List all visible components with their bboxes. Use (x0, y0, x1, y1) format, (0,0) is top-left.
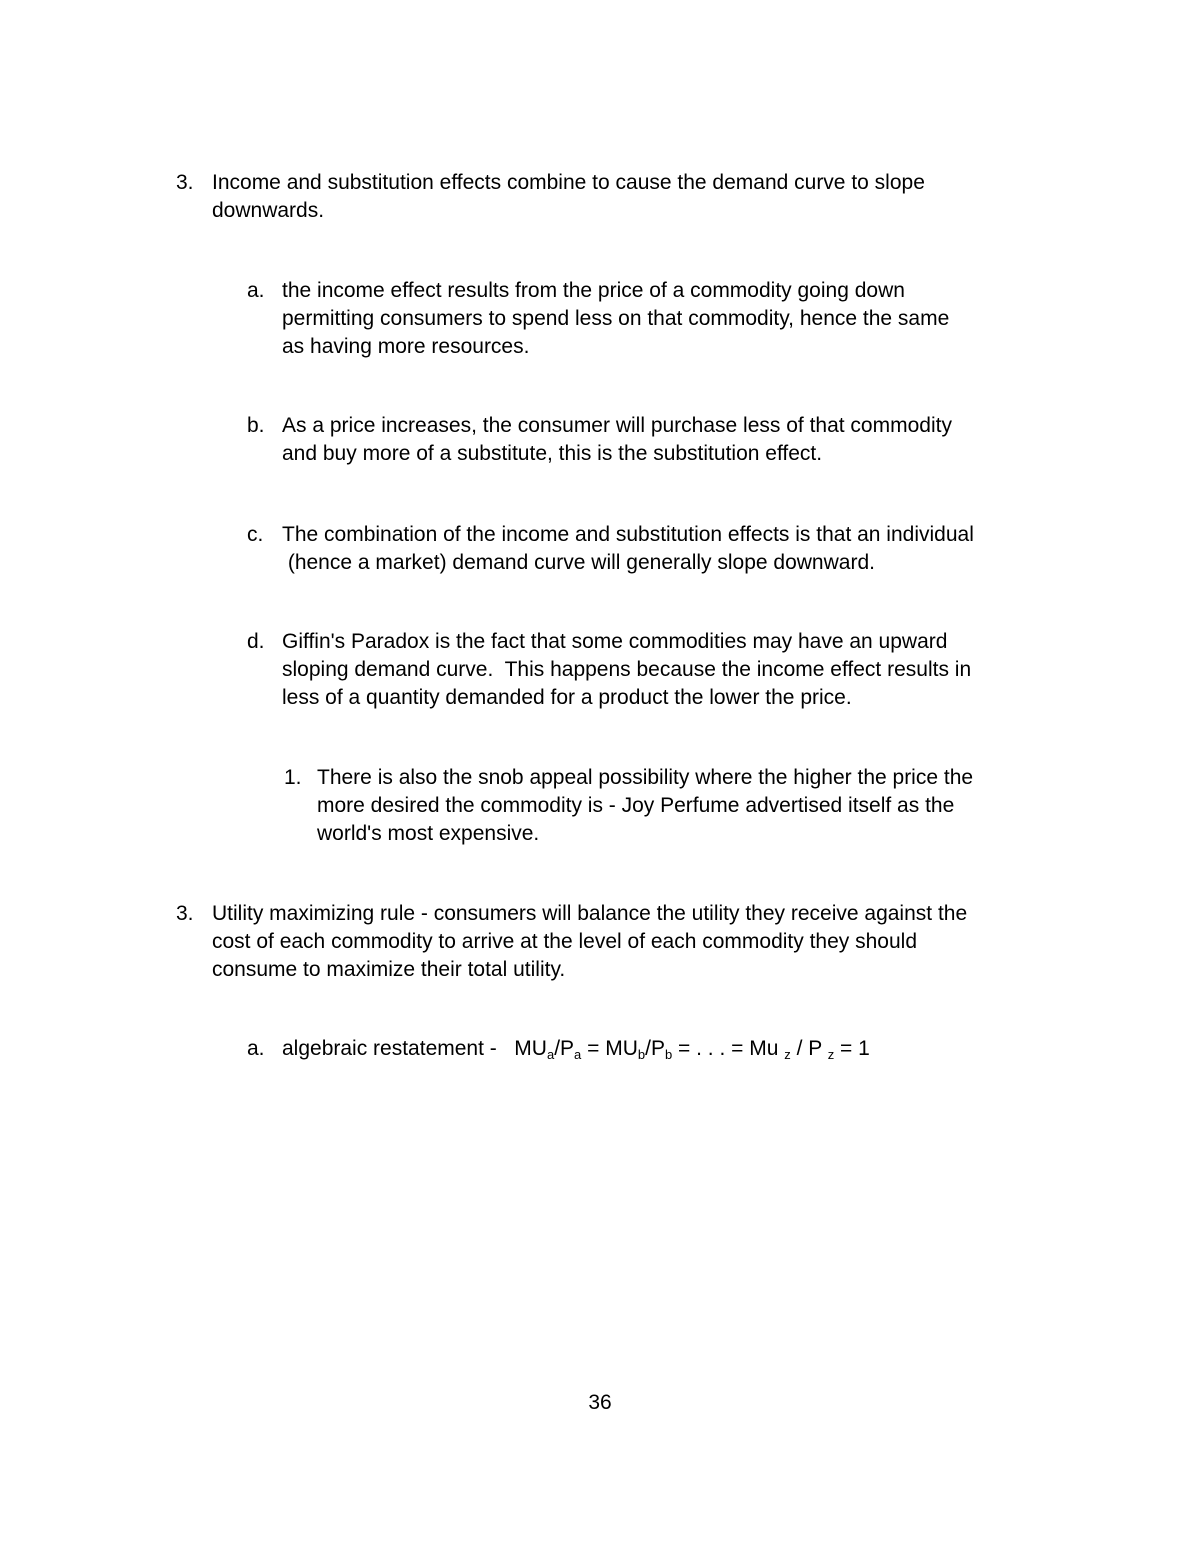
subscript-z: z (784, 1047, 791, 1062)
formula-tail: = 1 (834, 1037, 870, 1060)
text-line: and buy more of a substitute, this is the substitution effect. (282, 442, 823, 465)
formula-equals: = (581, 1037, 606, 1060)
text-line: Utility maximizing rule - consumers will balance the utility they receive against the (212, 902, 968, 925)
subscript-b: b (664, 1047, 673, 1062)
subscript-z: z (827, 1047, 835, 1062)
formula-mu-a: MU (514, 1037, 547, 1060)
text-line: cost of each commodity to arrive at the level of each commodity they should (212, 930, 918, 953)
text-line: as having more resources. (282, 335, 530, 358)
text-line: less of a quantity demanded for a product the lower the price. (282, 686, 852, 709)
text-line: The combination of the income and substitution effects is that an individual (282, 523, 974, 546)
list-item-3-utility-maximizing-rule (176, 900, 967, 984)
list-item-3-income-substitution (176, 169, 925, 225)
list-marker: c. (247, 523, 264, 546)
formula-line (282, 1035, 870, 1063)
formula-slash-p: /P (645, 1037, 665, 1060)
formula-mid: / P (790, 1037, 828, 1060)
list-item-text (282, 412, 952, 468)
text-line: As a price increases, the consumer will purchase less of that commodity (282, 414, 952, 437)
list-item-a-income-effect (247, 277, 949, 361)
text-line: downwards. (212, 199, 325, 222)
list-item-text (282, 628, 971, 712)
text-line: (hence a market) demand curve will generally slope downward. (282, 551, 875, 574)
list-marker: 1. (284, 766, 302, 789)
list-marker: 3. (176, 171, 194, 194)
text-line: Income and substitution effects combine to cause the demand curve to slope (212, 171, 925, 194)
list-item-text (212, 900, 967, 984)
subscript-a: a (546, 1047, 555, 1062)
subscript-b: b (637, 1047, 646, 1062)
list-item-1-snob-appeal (284, 764, 973, 848)
list-item-b-substitution-effect (247, 412, 952, 468)
list-item-c-combination (247, 521, 974, 577)
list-marker: 3. (176, 902, 194, 925)
list-marker: a. (247, 1037, 265, 1060)
list-item-text (317, 764, 973, 848)
text-line: world's most expensive. (317, 822, 540, 845)
equation (282, 1035, 870, 1063)
list-item-text (282, 521, 974, 577)
list-marker: b. (247, 414, 265, 437)
list-marker: a. (247, 279, 265, 302)
text-line: permitting consumers to spend less on that commodity, hence the same (282, 307, 950, 330)
page-number: 36 (588, 1391, 612, 1414)
list-item-a-algebraic-restatement (247, 1035, 870, 1063)
formula-mu-b: MU (605, 1037, 638, 1060)
list-item-d-giffins-paradox (247, 628, 971, 712)
text-line: There is also the snob appeal possibility where the higher the price the (317, 766, 974, 789)
text-line: consume to maximize their total utility. (212, 958, 566, 981)
formula-rest: = . . . = Mu (672, 1037, 785, 1060)
formula-lead: algebraic restatement - (282, 1037, 515, 1060)
list-item-text (282, 277, 949, 361)
list-marker: d. (247, 630, 265, 653)
list-item-text (212, 169, 925, 225)
text-line: Giffin's Paradox is the fact that some commodities may have an upward (282, 630, 948, 653)
text-line: the income effect results from the price of a commodity going down (282, 279, 905, 302)
formula-slash-p: /P (554, 1037, 575, 1060)
text-line: sloping demand curve. This happens because the income effect results in (282, 658, 972, 681)
text-line: more desired the commodity is - Joy Perfume advertised itself as the (317, 794, 955, 817)
subscript-a: a (574, 1047, 582, 1062)
